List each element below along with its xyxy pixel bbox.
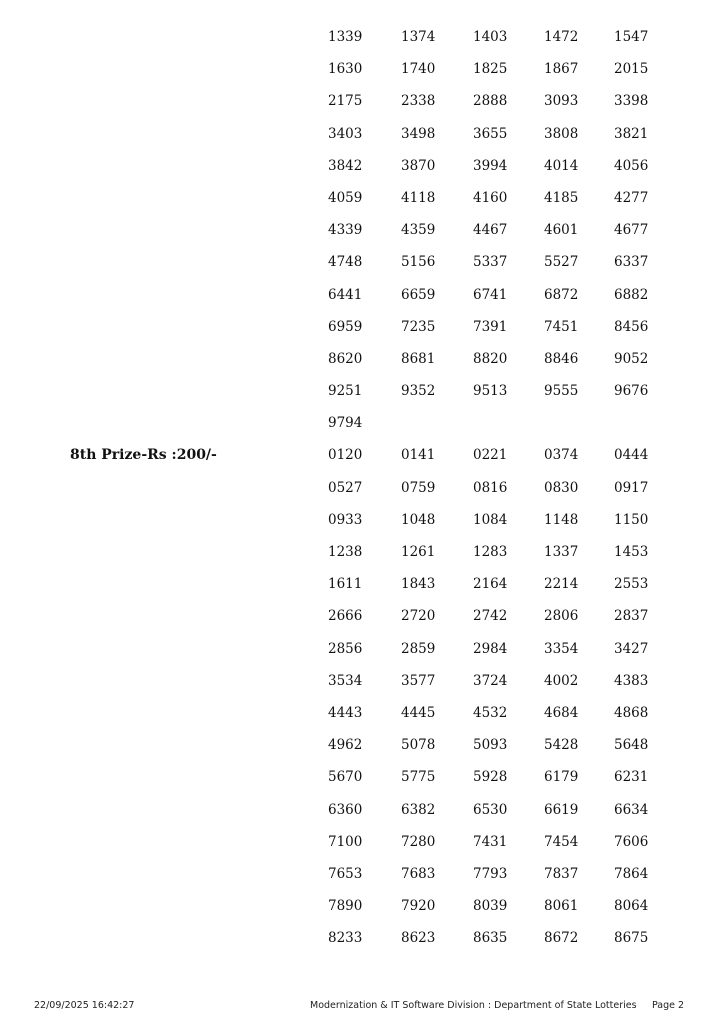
winning-number: 1148 <box>544 511 579 528</box>
winning-number: 6337 <box>614 254 649 271</box>
winning-number: 4002 <box>544 672 579 689</box>
number-row <box>328 382 668 414</box>
winning-number: 1403 <box>473 29 508 45</box>
winning-number: 6882 <box>614 286 649 303</box>
winning-number: 3498 <box>401 125 436 142</box>
winning-number: 3808 <box>544 125 579 142</box>
winning-number: 8672 <box>544 930 579 947</box>
winning-number: 7454 <box>544 833 579 850</box>
winning-number: 8623 <box>401 930 436 947</box>
winning-number: 6634 <box>614 801 649 818</box>
winning-number: 7235 <box>401 318 436 335</box>
winning-number: 8846 <box>544 350 579 367</box>
winning-number: 3724 <box>473 672 508 689</box>
winning-number: 1843 <box>401 576 436 593</box>
winning-numbers-grid <box>328 28 668 961</box>
number-row <box>328 929 668 961</box>
winning-number: 3354 <box>544 640 579 657</box>
number-row <box>328 28 668 60</box>
winning-number: 4748 <box>328 254 363 271</box>
winning-number: 2888 <box>473 93 508 110</box>
winning-number: 5648 <box>614 737 649 754</box>
winning-number: 2338 <box>401 93 436 110</box>
number-row <box>328 479 668 511</box>
winning-number: 0816 <box>473 479 508 496</box>
winning-number: 1238 <box>328 544 363 560</box>
winning-number: 4443 <box>328 704 363 721</box>
footer-timestamp: 22/09/2025 16:42:27 <box>34 1000 135 1011</box>
winning-number: 1150 <box>614 511 649 528</box>
winning-number: 4383 <box>614 672 649 689</box>
number-row <box>328 60 668 92</box>
winning-number: 1337 <box>544 544 579 560</box>
winning-number: 3655 <box>473 125 508 142</box>
winning-number: 3994 <box>473 157 508 174</box>
winning-number: 2666 <box>328 608 363 625</box>
winning-number: 2856 <box>328 640 363 657</box>
winning-number: 2859 <box>401 640 436 657</box>
winning-number: 1867 <box>544 61 579 78</box>
number-row <box>328 607 668 639</box>
winning-number: 2015 <box>614 61 649 78</box>
winning-number: 3403 <box>328 125 363 142</box>
number-row <box>328 768 668 800</box>
number-row <box>328 543 668 575</box>
winning-number: 0830 <box>544 479 579 496</box>
winning-number: 2806 <box>544 608 579 625</box>
winning-number: 8233 <box>328 930 363 947</box>
winning-number: 6382 <box>401 801 436 818</box>
winning-number: 8681 <box>401 350 436 367</box>
winning-number: 6659 <box>401 286 436 303</box>
winning-number: 3577 <box>401 672 436 689</box>
winning-number: 4185 <box>544 189 579 206</box>
winning-number: 5156 <box>401 254 436 271</box>
number-row <box>328 125 668 157</box>
winning-number: 4059 <box>328 189 363 206</box>
winning-number: 3870 <box>401 157 436 174</box>
winning-number: 4160 <box>473 189 508 206</box>
number-row <box>328 318 668 350</box>
winning-number: 9555 <box>544 383 579 400</box>
winning-number: 0374 <box>544 447 579 464</box>
number-row <box>328 833 668 865</box>
winning-number: 0120 <box>328 447 363 464</box>
number-row <box>328 414 668 446</box>
winning-number: 4056 <box>614 157 649 174</box>
winning-number: 6360 <box>328 801 363 818</box>
winning-number: 5078 <box>401 737 436 754</box>
number-row <box>328 350 668 382</box>
winning-number: 0759 <box>401 479 436 496</box>
winning-number: 8039 <box>473 898 508 915</box>
winning-number: 1611 <box>328 576 363 593</box>
winning-number: 2164 <box>473 576 508 593</box>
winning-number: 9052 <box>614 350 649 367</box>
winning-number: 4532 <box>473 704 508 721</box>
winning-number: 2720 <box>401 608 436 625</box>
winning-number: 3821 <box>614 125 649 142</box>
winning-number: 3093 <box>544 93 579 110</box>
number-row <box>328 92 668 124</box>
winning-number: 2837 <box>614 608 649 625</box>
winning-number: 9794 <box>328 415 363 432</box>
winning-number: 6231 <box>614 769 649 786</box>
winning-number: 4684 <box>544 704 579 721</box>
winning-number: 7100 <box>328 833 363 850</box>
number-row <box>328 511 668 543</box>
number-row <box>328 446 668 478</box>
winning-number: 7920 <box>401 898 436 915</box>
winning-number: 1339 <box>328 29 363 45</box>
winning-number: 5527 <box>544 254 579 271</box>
winning-number: 4277 <box>614 189 649 206</box>
winning-number: 7280 <box>401 833 436 850</box>
number-row <box>328 640 668 672</box>
footer-division: Modernization & IT Software Division : Department of State Lotteries <box>310 1000 637 1011</box>
number-row <box>328 189 668 221</box>
winning-number: 6741 <box>473 286 508 303</box>
winning-number: 1472 <box>544 29 579 45</box>
winning-number: 8061 <box>544 898 579 915</box>
winning-number: 4677 <box>614 222 649 239</box>
number-row <box>328 221 668 253</box>
number-row <box>328 897 668 929</box>
winning-number: 1374 <box>401 29 436 45</box>
winning-number: 1630 <box>328 61 363 78</box>
winning-number: 2984 <box>473 640 508 657</box>
winning-number: 7837 <box>544 865 579 882</box>
winning-number: 8675 <box>614 930 649 947</box>
winning-number: 2175 <box>328 93 363 110</box>
winning-number: 0444 <box>614 447 649 464</box>
footer-page-number: Page 2 <box>652 1000 685 1011</box>
winning-number: 8064 <box>614 898 649 915</box>
winning-number: 2553 <box>614 576 649 593</box>
winning-number: 4962 <box>328 737 363 754</box>
winning-number: 1048 <box>401 511 436 528</box>
winning-number: 5428 <box>544 737 579 754</box>
number-row <box>328 736 668 768</box>
winning-number: 4445 <box>401 704 436 721</box>
winning-number: 6872 <box>544 286 579 303</box>
winning-number: 0917 <box>614 479 649 496</box>
winning-number: 2214 <box>544 576 579 593</box>
winning-number: 3534 <box>328 672 363 689</box>
winning-number: 5775 <box>401 769 436 786</box>
winning-number: 5093 <box>473 737 508 754</box>
winning-number: 8456 <box>614 318 649 335</box>
winning-number: 4868 <box>614 704 649 721</box>
winning-number: 9513 <box>473 383 508 400</box>
winning-number: 2742 <box>473 608 508 625</box>
winning-number: 9676 <box>614 383 649 400</box>
winning-number: 9352 <box>401 383 436 400</box>
winning-number: 0933 <box>328 511 363 528</box>
number-row <box>328 157 668 189</box>
winning-number: 1084 <box>473 511 508 528</box>
winning-number: 7451 <box>544 318 579 335</box>
winning-number: 4014 <box>544 157 579 174</box>
winning-number: 7391 <box>473 318 508 335</box>
winning-number: 3842 <box>328 157 363 174</box>
number-row <box>328 801 668 833</box>
winning-number: 6959 <box>328 318 363 335</box>
winning-number: 4467 <box>473 222 508 239</box>
number-row <box>328 704 668 736</box>
winning-number: 5337 <box>473 254 508 271</box>
winning-number: 4601 <box>544 222 579 239</box>
winning-number: 3398 <box>614 93 649 110</box>
winning-number: 8635 <box>473 930 508 947</box>
winning-number: 0141 <box>401 447 436 464</box>
winning-number: 4359 <box>401 222 436 239</box>
winning-number: 9251 <box>328 383 363 400</box>
winning-number: 7793 <box>473 865 508 882</box>
winning-number: 0527 <box>328 479 363 496</box>
winning-number: 0221 <box>473 447 508 464</box>
winning-number: 8820 <box>473 350 508 367</box>
winning-number: 3427 <box>614 640 649 657</box>
winning-number: 7653 <box>328 865 363 882</box>
winning-number: 7683 <box>401 865 436 882</box>
winning-number: 1825 <box>473 61 508 78</box>
winning-number: 7864 <box>614 865 649 882</box>
winning-number: 6179 <box>544 769 579 786</box>
winning-number: 5928 <box>473 769 508 786</box>
number-row <box>328 575 668 607</box>
winning-number: 4118 <box>401 189 436 206</box>
winning-number: 6441 <box>328 286 363 303</box>
winning-number: 7606 <box>614 833 649 850</box>
number-row <box>328 253 668 285</box>
number-row <box>328 286 668 318</box>
winning-number: 1740 <box>401 61 436 78</box>
winning-number: 1261 <box>401 544 436 560</box>
number-row <box>328 865 668 897</box>
winning-number: 4339 <box>328 222 363 239</box>
winning-number: 8620 <box>328 350 363 367</box>
winning-number: 6530 <box>473 801 508 818</box>
prize-label: 8th Prize-Rs :200/- <box>70 446 217 463</box>
winning-number: 5670 <box>328 769 363 786</box>
winning-number: 6619 <box>544 801 579 818</box>
winning-number: 1283 <box>473 544 508 560</box>
winning-number: 7890 <box>328 898 363 915</box>
number-row <box>328 672 668 704</box>
winning-number: 7431 <box>473 833 508 850</box>
winning-number: 1547 <box>614 29 649 45</box>
winning-number: 1453 <box>614 544 649 560</box>
